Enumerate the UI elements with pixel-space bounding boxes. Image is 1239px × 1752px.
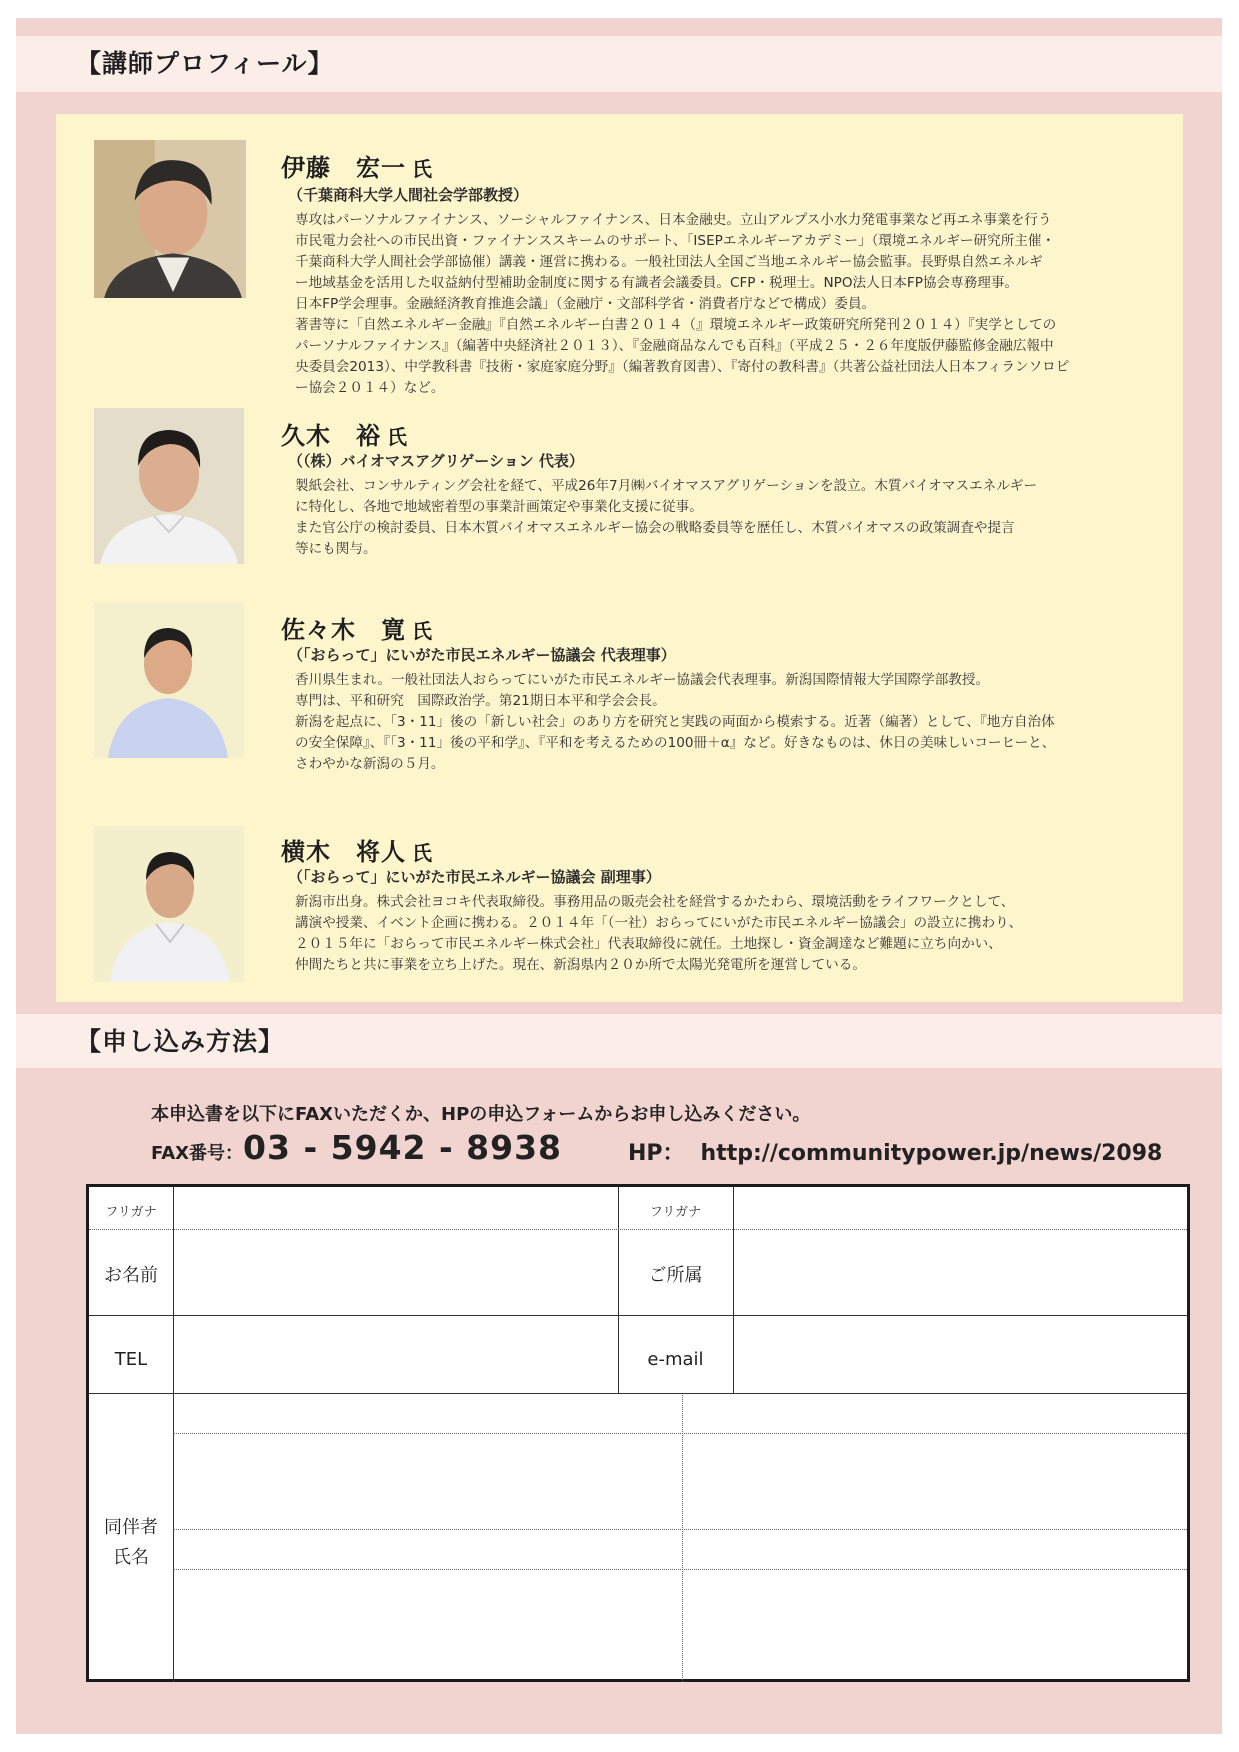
application-section-title: 【申し込み方法】 [76, 1027, 285, 1056]
lecturer-photo [94, 140, 246, 298]
form-divider [682, 1393, 683, 1682]
furigana-label: フリガナ [105, 1205, 157, 1220]
affiliation-field[interactable] [735, 1231, 1185, 1314]
name-label: お名前 [104, 1265, 158, 1286]
tel-label: TEL [114, 1349, 148, 1370]
lecturer-bio: 新潟市出身。株式会社ヨコキ代表取締役。事務用品の販売会社を経営するかたわら、環境活動をライフワークとして、 講演や授業、イベント企画に携わる。２０１４年「（一社）おらってにいがた市民エネルギー協議会」の設立に携わり、 ２０１５年に「おらって市民エネルギー株式会社」代表取締役に就任。土地探し・資金調達など難題に立ち向かい、 仲間たちと共に事業を立ち上げた。現在、新潟県内２０か所で太陽光発電所を運営している。 [295, 894, 1023, 973]
lecturer-bio: 専攻はパーソナルファイナンス、ソーシャルファイナンス、日本金融史。立山アルプス小水力発電事業など再エネ事業を行う 市民電力会社への市民出資・ファイナンススキームのサポート、「ISEPエネルギーアカデミー」（環境エネルギー研究所主催・ 千葉商科大学人間社会学部協催）講義・運営に携わる。一般社団法人全国ご当地エネルギー協会監事。長野県自然エネルギ ー地域基金を活用した収益納付型補助金制度に関する有識者会議委員。CFP・税理士。NPO法人日本FP協会専務理事。 日本FP学会理事。金融経済教育推進会議」（金融庁・文部科学省・消費者庁などで構成）委員。 著書等に「自然エネルギー金融』『自然エネルギー白書２０１４（』環境エネルギー政策研究所発刊２０１４）『実学としての パーソナルファイナンス』（編著中央経済社２０１３）、『金融商品なんでも百科』（平成２５・２６年度版伊藤監修金融広報中 央委員会2013）、中学教科書『技術・家庭家庭分野』（編著教育図書）、『寄付の教科書』（共著公益社団法人日本フィランソロピ ー協会２０１４）など。 [295, 212, 1070, 396]
companion-label: 同伴者 [104, 1517, 158, 1538]
fax-info [151, 1128, 562, 1167]
portrait-image [94, 826, 244, 982]
lecturer-affiliation: （千葉商科大学人間社会学部教授） [288, 186, 529, 204]
lecturer-affiliation: （「おらって」にいがた市民エネルギー協議会 副理事） [288, 868, 661, 886]
companion-furigana-field[interactable] [175, 1395, 681, 1432]
lecturer-photo [94, 408, 244, 564]
lecturer-name: 久木 裕 氏 [281, 422, 408, 450]
application-instructions: 本申込書を以下にFAXいただくか、HPの申込フォームからお申し込みください。 [151, 1104, 811, 1125]
lecturer-affiliation: （「おらって」にいがた市民エネルギー協議会 代表理事） [288, 646, 676, 664]
profile-section-title: 【講師プロフィール】 [76, 49, 334, 78]
hp-info [628, 1136, 1162, 1167]
form-divider [89, 1393, 1187, 1394]
companion-name-field[interactable] [684, 1435, 1185, 1528]
affiliation-label: ご所属 [648, 1265, 703, 1286]
companion-furigana-field[interactable] [175, 1531, 681, 1568]
flyer-page [16, 18, 1222, 1734]
portrait-image [94, 408, 244, 564]
form-divider [173, 1529, 1187, 1530]
companion-name-field[interactable] [175, 1435, 681, 1528]
form-divider [173, 1433, 1187, 1434]
companion-label: 氏名 [113, 1547, 149, 1568]
companion-furigana-field[interactable] [684, 1395, 1185, 1432]
companion-name-field[interactable] [684, 1571, 1185, 1679]
lecturer-photo [94, 826, 244, 982]
form-divider [89, 1229, 1187, 1230]
lecturer-name: 佐々木 寛 氏 [281, 616, 433, 644]
profile-panel [56, 114, 1183, 1002]
portrait-image [94, 602, 244, 758]
form-divider [733, 1187, 734, 1393]
hp-label: HP： [628, 1141, 685, 1166]
portrait-image [94, 140, 246, 298]
form-divider [89, 1315, 1187, 1316]
tel-field[interactable] [175, 1317, 617, 1392]
furigana-label: フリガナ [649, 1205, 702, 1220]
affiliation-furigana-field[interactable] [735, 1187, 1185, 1228]
hp-url-link[interactable]: http://communitypower.jp/news/2098 [700, 1141, 1163, 1166]
email-label: e-mail [647, 1349, 704, 1370]
lecturer-name: 横木 将人 氏 [281, 838, 433, 866]
fax-number: 03 - 5942 - 8938 [243, 1128, 563, 1167]
email-field[interactable] [735, 1317, 1185, 1392]
companion-name-field[interactable] [175, 1571, 681, 1679]
form-divider [173, 1187, 174, 1682]
lecturer-name: 伊藤 宏一 氏 [281, 154, 433, 182]
lecturer-photo [94, 602, 244, 758]
lecturer-affiliation: （（株）バイオマスアグリゲーション 代表） [288, 452, 584, 470]
fax-label: FAX番号： [151, 1143, 244, 1164]
companion-furigana-field[interactable] [684, 1531, 1185, 1568]
lecturer-bio: 香川県生まれ。一般社団法人おらってにいがた市民エネルギー協議会代表理事。新潟国際情報大学国際学部教授。 専門は、平和研究 国際政治学。第21期日本平和学会会長。 新潟を起点に、「3・11」後の「新しい社会」のあり方を研究と実践の両面から模索する。近著（編著）として、『地方自治体 の安全保障』、『「3・11」後の平和学』、『平和を考えるための100冊＋α』など。好きなものは、休日の美味しいコーヒーと、 さわやかな新潟の５月。 [295, 672, 1056, 772]
name-field[interactable] [175, 1231, 617, 1314]
application-form [86, 1184, 1190, 1682]
name-furigana-field[interactable] [175, 1187, 617, 1228]
lecturer-bio: 製紙会社、コンサルティング会社を経て、平成26年7月㈱バイオマスアグリゲーションを設立。木質バイオマスエネルギー に特化し、各地で地域密着型の事業計画策定や事業化支援に従事。 また官公庁の検討委員、日本木質バイオマスエネルギー協会の戦略委員等を歴任し、木質バイオマスの政策調査や提言 等にも関与。 [295, 478, 1038, 557]
form-divider [173, 1569, 1187, 1570]
